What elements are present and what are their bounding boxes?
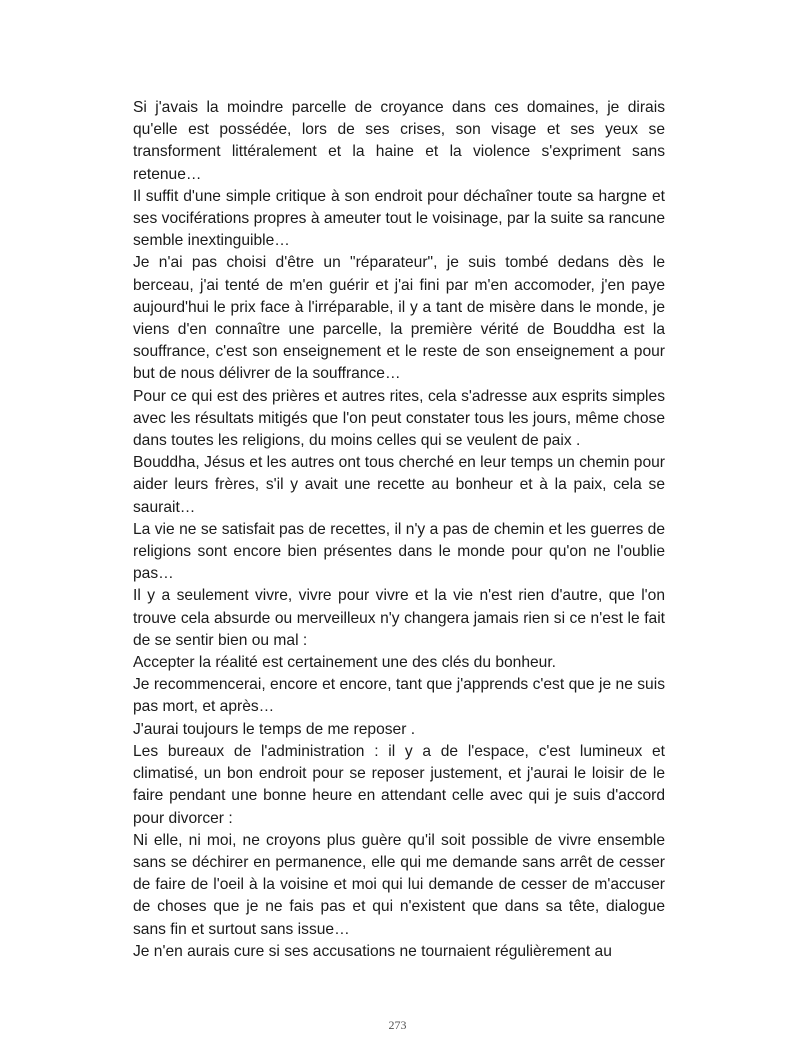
- paragraph: Il y a seulement vivre, vivre pour vivre et la vie n'est rien d'autre, que l'on trouve cela absurde ou merveilleux n'y changera jamais rien si ce n'est le fait de se sentir bien ou mal :: [133, 587, 665, 649]
- body-text: [133, 97, 665, 963]
- paragraph: Pour ce qui est des prières et autres rites, cela s'adresse aux esprits simples avec les résultats mitigés que l'on peut constater tous les jours, même chose dans toutes les religions, du moins celles qui se veulent de paix .: [133, 387, 665, 450]
- paragraph: Accepter la réalité est certainement une des clés du bonheur.: [133, 654, 557, 672]
- paragraph: Si j'avais la moindre parcelle de croyance dans ces domaines, je dirais qu'elle est possédée, lors de ses crises, son visage et ses yeux se transforment littéralement et la haine et la violence s'expriment sans retenue…: [133, 99, 665, 183]
- paragraph: Je n'en aurais cure si ses accusations ne tournaient régulièrement au: [133, 942, 612, 960]
- paragraph: Je n'ai pas choisi d'être un "réparateur", je suis tombé dedans dès le berceau, j'ai tenté de m'en guérir et j'ai fini par m'en accomoder, j'en paye aujourd'hui le prix face à l'irréparable, il y a tant de misère dans le monde, je viens d'en connaître une parcelle, la première vérité de Bouddha est la souffrance, c'est son enseignement et le reste de son enseignement a pour but de nous délivrer de la souffrance…: [133, 254, 665, 383]
- paragraph: Bouddha, Jésus et les autres ont tous cherché en leur temps un chemin pour aider leurs frères, s'il y avait une recette au bonheur et à la paix, cela se saurait…: [133, 454, 665, 516]
- paragraph: Les bureaux de l'administration : il y a de l'espace, c'est lumineux et climatisé, un bon endroit pour se reposer justement, et j'aurai le loisir de le faire pendant une bonne heure en attendant celle avec qui je suis d'accord pour divorcer :: [133, 742, 665, 827]
- paragraph: J'aurai toujours le temps de me reposer .: [133, 720, 416, 738]
- paragraph: La vie ne se satisfait pas de recettes, il n'y a pas de chemin et les guerres de religions sont encore bien présentes dans le monde pour qu'on ne l'oublie pas…: [133, 520, 665, 583]
- paragraph: Ni elle, ni moi, ne croyons plus guère qu'il soit possible de vivre ensemble sans se déchirer en permanence, elle qui me demande sans arrêt de cesser de faire de l'oeil à la voisine et moi qui lui demande de cesser de m'accuser de choses que je ne fais pas et qui n'existent que dans sa tête, dialogue sans fin et surtout sans issue…: [133, 831, 665, 938]
- paragraph: Je recommencerai, encore et encore, tant que j'apprends c'est que je ne suis pas mort, et après…: [133, 676, 665, 716]
- page-number: 273: [388, 1018, 407, 1032]
- paragraph: Il suffit d'une simple critique à son endroit pour déchaîner toute sa hargne et ses vociférations propres à ameuter tout le voisinage, par la suite sa rancune semble inextinguible…: [133, 187, 665, 250]
